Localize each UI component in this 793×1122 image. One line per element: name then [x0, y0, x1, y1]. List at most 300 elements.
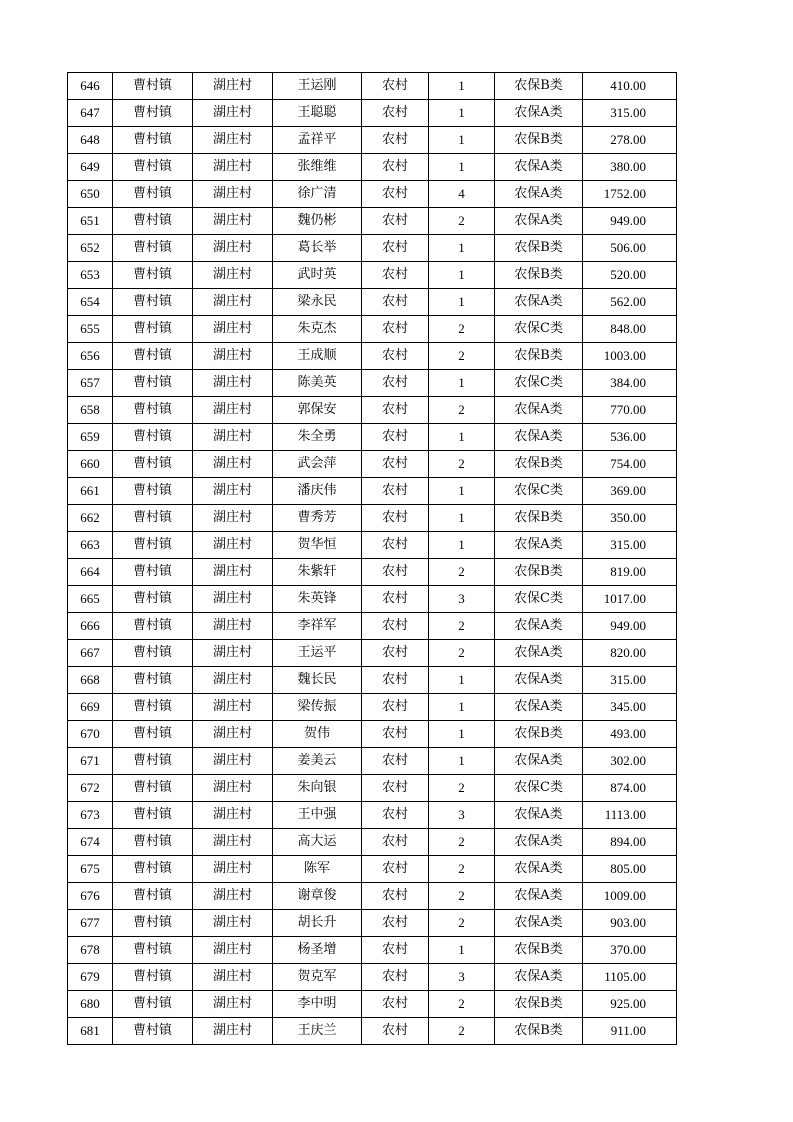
household-count-cell: 2	[429, 1018, 495, 1045]
village-cell: 湖庄村	[193, 802, 273, 829]
amount-cell: 1017.00	[583, 586, 677, 613]
category-cell: 农保A类	[495, 910, 583, 937]
village-cell: 湖庄村	[193, 127, 273, 154]
table-row	[68, 1018, 677, 1045]
table-row	[68, 127, 677, 154]
name-cell: 陈美英	[273, 370, 362, 397]
amount-cell: 754.00	[583, 451, 677, 478]
area-type-cell: 农村	[362, 802, 429, 829]
village-cell: 湖庄村	[193, 856, 273, 883]
name-cell: 朱克杰	[273, 316, 362, 343]
records-table	[67, 72, 677, 1045]
category-cell: 农保B类	[495, 73, 583, 100]
village-cell: 湖庄村	[193, 73, 273, 100]
name-cell: 贺伟	[273, 721, 362, 748]
village-cell: 湖庄村	[193, 424, 273, 451]
category-cell: 农保A类	[495, 100, 583, 127]
category-cell: 农保B类	[495, 505, 583, 532]
row-number-cell: 681	[68, 1018, 113, 1045]
amount-cell: 384.00	[583, 370, 677, 397]
area-type-cell: 农村	[362, 559, 429, 586]
town-cell: 曹村镇	[113, 586, 193, 613]
household-count-cell: 1	[429, 937, 495, 964]
row-number-cell: 661	[68, 478, 113, 505]
amount-cell: 848.00	[583, 316, 677, 343]
table-row	[68, 991, 677, 1018]
area-type-cell: 农村	[362, 181, 429, 208]
name-cell: 李祥军	[273, 613, 362, 640]
town-cell: 曹村镇	[113, 289, 193, 316]
row-number-cell: 666	[68, 613, 113, 640]
category-cell: 农保B类	[495, 721, 583, 748]
town-cell: 曹村镇	[113, 613, 193, 640]
row-number-cell: 668	[68, 667, 113, 694]
name-cell: 王中强	[273, 802, 362, 829]
row-number-cell: 664	[68, 559, 113, 586]
town-cell: 曹村镇	[113, 316, 193, 343]
category-cell: 农保C类	[495, 586, 583, 613]
category-cell: 农保B类	[495, 1018, 583, 1045]
category-cell: 农保A类	[495, 640, 583, 667]
village-cell: 湖庄村	[193, 991, 273, 1018]
name-cell: 王运平	[273, 640, 362, 667]
village-cell: 湖庄村	[193, 910, 273, 937]
name-cell: 贺华恒	[273, 532, 362, 559]
category-cell: 农保A类	[495, 532, 583, 559]
row-number-cell: 680	[68, 991, 113, 1018]
town-cell: 曹村镇	[113, 100, 193, 127]
village-cell: 湖庄村	[193, 289, 273, 316]
household-count-cell: 1	[429, 478, 495, 505]
amount-cell: 315.00	[583, 100, 677, 127]
amount-cell: 819.00	[583, 559, 677, 586]
household-count-cell: 2	[429, 208, 495, 235]
amount-cell: 493.00	[583, 721, 677, 748]
town-cell: 曹村镇	[113, 451, 193, 478]
row-number-cell: 653	[68, 262, 113, 289]
town-cell: 曹村镇	[113, 991, 193, 1018]
town-cell: 曹村镇	[113, 964, 193, 991]
amount-cell: 369.00	[583, 478, 677, 505]
household-count-cell: 1	[429, 235, 495, 262]
row-number-cell: 667	[68, 640, 113, 667]
category-cell: 农保A类	[495, 829, 583, 856]
area-type-cell: 农村	[362, 262, 429, 289]
village-cell: 湖庄村	[193, 208, 273, 235]
name-cell: 魏仍彬	[273, 208, 362, 235]
category-cell: 农保B类	[495, 991, 583, 1018]
household-count-cell: 1	[429, 505, 495, 532]
table-row	[68, 532, 677, 559]
category-cell: 农保B类	[495, 127, 583, 154]
amount-cell: 805.00	[583, 856, 677, 883]
name-cell: 潘庆伟	[273, 478, 362, 505]
table-row	[68, 154, 677, 181]
town-cell: 曹村镇	[113, 478, 193, 505]
household-count-cell: 1	[429, 667, 495, 694]
town-cell: 曹村镇	[113, 829, 193, 856]
row-number-cell: 670	[68, 721, 113, 748]
category-cell: 农保B类	[495, 343, 583, 370]
village-cell: 湖庄村	[193, 397, 273, 424]
area-type-cell: 农村	[362, 586, 429, 613]
area-type-cell: 农村	[362, 964, 429, 991]
village-cell: 湖庄村	[193, 721, 273, 748]
name-cell: 郭保安	[273, 397, 362, 424]
town-cell: 曹村镇	[113, 532, 193, 559]
village-cell: 湖庄村	[193, 316, 273, 343]
area-type-cell: 农村	[362, 505, 429, 532]
household-count-cell: 1	[429, 73, 495, 100]
row-number-cell: 674	[68, 829, 113, 856]
name-cell: 王成顺	[273, 343, 362, 370]
household-count-cell: 1	[429, 262, 495, 289]
row-number-cell: 650	[68, 181, 113, 208]
category-cell: 农保C类	[495, 478, 583, 505]
table-row	[68, 640, 677, 667]
table-row	[68, 235, 677, 262]
area-type-cell: 农村	[362, 235, 429, 262]
table-row	[68, 613, 677, 640]
village-cell: 湖庄村	[193, 748, 273, 775]
town-cell: 曹村镇	[113, 262, 193, 289]
household-count-cell: 1	[429, 370, 495, 397]
category-cell: 农保A类	[495, 694, 583, 721]
table-row	[68, 937, 677, 964]
table-row	[68, 775, 677, 802]
area-type-cell: 农村	[362, 316, 429, 343]
amount-cell: 894.00	[583, 829, 677, 856]
household-count-cell: 3	[429, 586, 495, 613]
table-row	[68, 748, 677, 775]
town-cell: 曹村镇	[113, 802, 193, 829]
household-count-cell: 4	[429, 181, 495, 208]
row-number-cell: 679	[68, 964, 113, 991]
amount-cell: 1105.00	[583, 964, 677, 991]
area-type-cell: 农村	[362, 532, 429, 559]
village-cell: 湖庄村	[193, 235, 273, 262]
category-cell: 农保A类	[495, 208, 583, 235]
table-row	[68, 694, 677, 721]
row-number-cell: 658	[68, 397, 113, 424]
village-cell: 湖庄村	[193, 829, 273, 856]
household-count-cell: 3	[429, 964, 495, 991]
name-cell: 谢章俊	[273, 883, 362, 910]
amount-cell: 302.00	[583, 748, 677, 775]
name-cell: 李中明	[273, 991, 362, 1018]
town-cell: 曹村镇	[113, 208, 193, 235]
row-number-cell: 671	[68, 748, 113, 775]
category-cell: 农保A类	[495, 424, 583, 451]
amount-cell: 506.00	[583, 235, 677, 262]
area-type-cell: 农村	[362, 613, 429, 640]
town-cell: 曹村镇	[113, 235, 193, 262]
table-row	[68, 802, 677, 829]
amount-cell: 925.00	[583, 991, 677, 1018]
amount-cell: 1003.00	[583, 343, 677, 370]
category-cell: 农保B类	[495, 937, 583, 964]
area-type-cell: 农村	[362, 1018, 429, 1045]
village-cell: 湖庄村	[193, 100, 273, 127]
table-row	[68, 559, 677, 586]
village-cell: 湖庄村	[193, 262, 273, 289]
area-type-cell: 农村	[362, 397, 429, 424]
table-row	[68, 883, 677, 910]
town-cell: 曹村镇	[113, 694, 193, 721]
table-row	[68, 208, 677, 235]
row-number-cell: 657	[68, 370, 113, 397]
household-count-cell: 2	[429, 640, 495, 667]
household-count-cell: 3	[429, 802, 495, 829]
category-cell: 农保A类	[495, 748, 583, 775]
name-cell: 胡长升	[273, 910, 362, 937]
town-cell: 曹村镇	[113, 424, 193, 451]
village-cell: 湖庄村	[193, 154, 273, 181]
household-count-cell: 1	[429, 100, 495, 127]
row-number-cell: 660	[68, 451, 113, 478]
row-number-cell: 672	[68, 775, 113, 802]
category-cell: 农保C类	[495, 316, 583, 343]
table-row	[68, 829, 677, 856]
name-cell: 张维维	[273, 154, 362, 181]
category-cell: 农保A类	[495, 289, 583, 316]
category-cell: 农保A类	[495, 181, 583, 208]
category-cell: 农保A类	[495, 802, 583, 829]
household-count-cell: 2	[429, 451, 495, 478]
area-type-cell: 农村	[362, 640, 429, 667]
household-count-cell: 2	[429, 343, 495, 370]
area-type-cell: 农村	[362, 370, 429, 397]
row-number-cell: 656	[68, 343, 113, 370]
amount-cell: 1113.00	[583, 802, 677, 829]
row-number-cell: 646	[68, 73, 113, 100]
category-cell: 农保A类	[495, 397, 583, 424]
category-cell: 农保C类	[495, 775, 583, 802]
name-cell: 高大运	[273, 829, 362, 856]
amount-cell: 350.00	[583, 505, 677, 532]
town-cell: 曹村镇	[113, 154, 193, 181]
area-type-cell: 农村	[362, 991, 429, 1018]
table-row	[68, 316, 677, 343]
name-cell: 孟祥平	[273, 127, 362, 154]
household-count-cell: 2	[429, 856, 495, 883]
town-cell: 曹村镇	[113, 883, 193, 910]
area-type-cell: 农村	[362, 73, 429, 100]
amount-cell: 562.00	[583, 289, 677, 316]
area-type-cell: 农村	[362, 100, 429, 127]
amount-cell: 380.00	[583, 154, 677, 181]
village-cell: 湖庄村	[193, 451, 273, 478]
area-type-cell: 农村	[362, 667, 429, 694]
amount-cell: 278.00	[583, 127, 677, 154]
name-cell: 梁永民	[273, 289, 362, 316]
town-cell: 曹村镇	[113, 775, 193, 802]
village-cell: 湖庄村	[193, 694, 273, 721]
town-cell: 曹村镇	[113, 397, 193, 424]
row-number-cell: 669	[68, 694, 113, 721]
table-row	[68, 289, 677, 316]
area-type-cell: 农村	[362, 343, 429, 370]
household-count-cell: 2	[429, 883, 495, 910]
town-cell: 曹村镇	[113, 73, 193, 100]
town-cell: 曹村镇	[113, 640, 193, 667]
name-cell: 葛长举	[273, 235, 362, 262]
row-number-cell: 678	[68, 937, 113, 964]
town-cell: 曹村镇	[113, 559, 193, 586]
household-count-cell: 1	[429, 532, 495, 559]
village-cell: 湖庄村	[193, 613, 273, 640]
area-type-cell: 农村	[362, 694, 429, 721]
area-type-cell: 农村	[362, 829, 429, 856]
row-number-cell: 675	[68, 856, 113, 883]
village-cell: 湖庄村	[193, 505, 273, 532]
household-count-cell: 2	[429, 829, 495, 856]
category-cell: 农保C类	[495, 370, 583, 397]
village-cell: 湖庄村	[193, 640, 273, 667]
name-cell: 魏长民	[273, 667, 362, 694]
category-cell: 农保B类	[495, 451, 583, 478]
category-cell: 农保A类	[495, 154, 583, 181]
name-cell: 贺克军	[273, 964, 362, 991]
village-cell: 湖庄村	[193, 478, 273, 505]
name-cell: 武时英	[273, 262, 362, 289]
household-count-cell: 1	[429, 694, 495, 721]
table-body	[68, 73, 677, 1045]
village-cell: 湖庄村	[193, 559, 273, 586]
area-type-cell: 农村	[362, 910, 429, 937]
row-number-cell: 665	[68, 586, 113, 613]
village-cell: 湖庄村	[193, 667, 273, 694]
table-row	[68, 181, 677, 208]
table-row	[68, 505, 677, 532]
name-cell: 姜美云	[273, 748, 362, 775]
table-row	[68, 910, 677, 937]
table-row	[68, 478, 677, 505]
table-row	[68, 451, 677, 478]
amount-cell: 315.00	[583, 532, 677, 559]
village-cell: 湖庄村	[193, 370, 273, 397]
area-type-cell: 农村	[362, 775, 429, 802]
village-cell: 湖庄村	[193, 937, 273, 964]
amount-cell: 949.00	[583, 208, 677, 235]
name-cell: 武会萍	[273, 451, 362, 478]
household-count-cell: 2	[429, 316, 495, 343]
town-cell: 曹村镇	[113, 370, 193, 397]
village-cell: 湖庄村	[193, 964, 273, 991]
town-cell: 曹村镇	[113, 505, 193, 532]
amount-cell: 820.00	[583, 640, 677, 667]
name-cell: 杨圣增	[273, 937, 362, 964]
name-cell: 陈军	[273, 856, 362, 883]
table-row	[68, 964, 677, 991]
town-cell: 曹村镇	[113, 181, 193, 208]
row-number-cell: 654	[68, 289, 113, 316]
town-cell: 曹村镇	[113, 748, 193, 775]
amount-cell: 520.00	[583, 262, 677, 289]
amount-cell: 949.00	[583, 613, 677, 640]
row-number-cell: 652	[68, 235, 113, 262]
town-cell: 曹村镇	[113, 667, 193, 694]
row-number-cell: 673	[68, 802, 113, 829]
village-cell: 湖庄村	[193, 775, 273, 802]
amount-cell: 1752.00	[583, 181, 677, 208]
name-cell: 曹秀芳	[273, 505, 362, 532]
town-cell: 曹村镇	[113, 1018, 193, 1045]
amount-cell: 874.00	[583, 775, 677, 802]
amount-cell: 410.00	[583, 73, 677, 100]
area-type-cell: 农村	[362, 856, 429, 883]
household-count-cell: 2	[429, 559, 495, 586]
table-row	[68, 856, 677, 883]
village-cell: 湖庄村	[193, 343, 273, 370]
table-row	[68, 343, 677, 370]
village-cell: 湖庄村	[193, 181, 273, 208]
household-count-cell: 2	[429, 991, 495, 1018]
name-cell: 王聪聪	[273, 100, 362, 127]
row-number-cell: 663	[68, 532, 113, 559]
area-type-cell: 农村	[362, 208, 429, 235]
village-cell: 湖庄村	[193, 1018, 273, 1045]
table-row	[68, 73, 677, 100]
row-number-cell: 676	[68, 883, 113, 910]
table-row	[68, 667, 677, 694]
household-count-cell: 2	[429, 910, 495, 937]
household-count-cell: 1	[429, 127, 495, 154]
area-type-cell: 农村	[362, 451, 429, 478]
row-number-cell: 648	[68, 127, 113, 154]
area-type-cell: 农村	[362, 721, 429, 748]
category-cell: 农保A类	[495, 883, 583, 910]
row-number-cell: 659	[68, 424, 113, 451]
household-count-cell: 1	[429, 748, 495, 775]
name-cell: 王庆兰	[273, 1018, 362, 1045]
household-count-cell: 1	[429, 289, 495, 316]
area-type-cell: 农村	[362, 748, 429, 775]
household-count-cell: 2	[429, 613, 495, 640]
table-row	[68, 721, 677, 748]
row-number-cell: 662	[68, 505, 113, 532]
table-row	[68, 586, 677, 613]
town-cell: 曹村镇	[113, 910, 193, 937]
category-cell: 农保B类	[495, 559, 583, 586]
town-cell: 曹村镇	[113, 343, 193, 370]
table-row	[68, 424, 677, 451]
household-count-cell: 1	[429, 721, 495, 748]
area-type-cell: 农村	[362, 883, 429, 910]
name-cell: 朱英锋	[273, 586, 362, 613]
row-number-cell: 649	[68, 154, 113, 181]
area-type-cell: 农村	[362, 424, 429, 451]
row-number-cell: 655	[68, 316, 113, 343]
name-cell: 梁传振	[273, 694, 362, 721]
area-type-cell: 农村	[362, 478, 429, 505]
town-cell: 曹村镇	[113, 937, 193, 964]
amount-cell: 903.00	[583, 910, 677, 937]
category-cell: 农保A类	[495, 964, 583, 991]
amount-cell: 345.00	[583, 694, 677, 721]
town-cell: 曹村镇	[113, 856, 193, 883]
row-number-cell: 677	[68, 910, 113, 937]
area-type-cell: 农村	[362, 127, 429, 154]
category-cell: 农保A类	[495, 856, 583, 883]
name-cell: 朱全勇	[273, 424, 362, 451]
amount-cell: 315.00	[583, 667, 677, 694]
name-cell: 王运刚	[273, 73, 362, 100]
table-row	[68, 262, 677, 289]
name-cell: 徐广清	[273, 181, 362, 208]
name-cell: 朱紫轩	[273, 559, 362, 586]
row-number-cell: 651	[68, 208, 113, 235]
